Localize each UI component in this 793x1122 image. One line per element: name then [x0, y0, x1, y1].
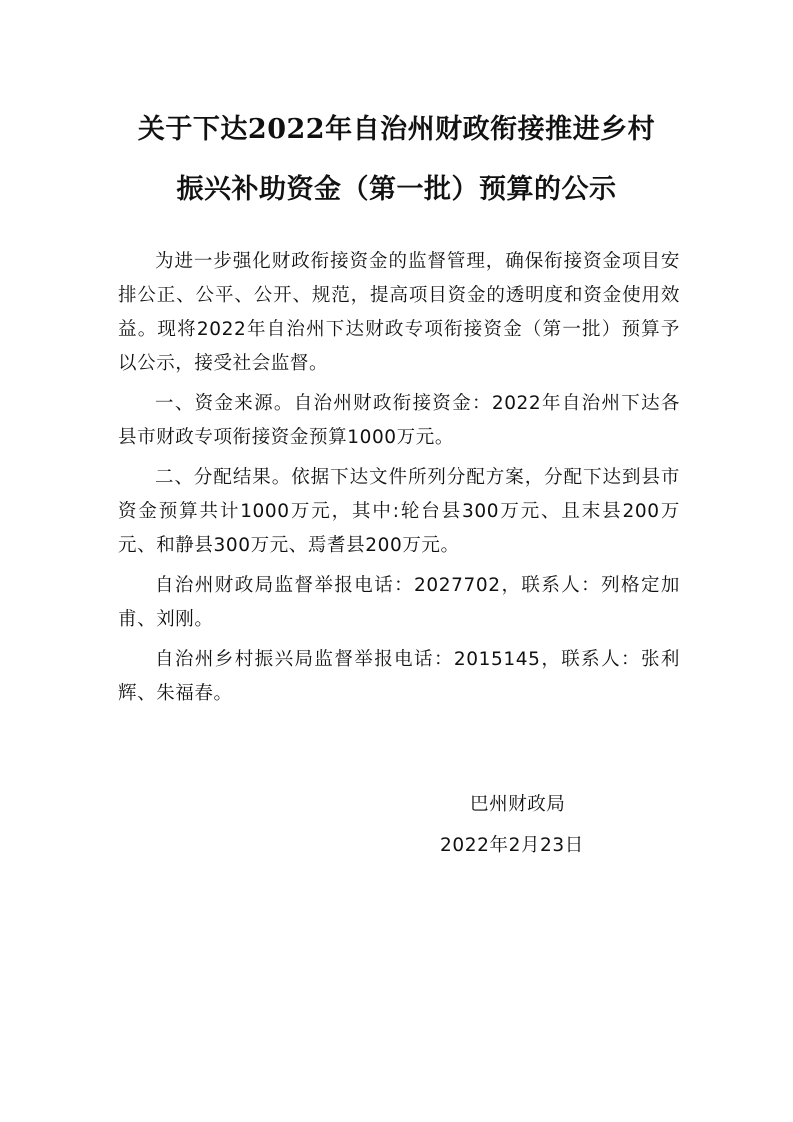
- signature-organization: 巴州财政局: [470, 794, 566, 815]
- document-title-line-1: 关于下达2022年自治州财政衔接推进乡村: [137, 114, 656, 145]
- paragraph-intro: 为进一步强化财政衔接资金的监督管理，确保衔接资金项目安排公正、公平、公开、规范，提高项目资金的透明度和资金使用效益。现将2022年自治州下达财政专项衔接资金（第一批）预算予以公示，接受社会监督。: [118, 251, 680, 374]
- signature-date: 2022年2月23日: [440, 835, 584, 856]
- paragraph-fund-source: 一、资金来源。自治州财政衔接资金：2022年自治州下达各县市财政专项衔接资金预算1000万元。: [118, 393, 680, 448]
- document-body: [118, 245, 680, 711]
- paragraph-rural-revitalization-hotline: 自治州乡村振兴局监督举报电话：2015145，联系人：张利辉、朱福春。: [118, 649, 680, 704]
- paragraph-allocation-result: 二、分配结果。依据下达文件所列分配方案，分配下达到县市资金预算共计1000万元，其中:轮台县300万元、且末县200万元、和静县300万元、焉耆县200万元。: [118, 467, 680, 556]
- paragraph-finance-bureau-hotline: 自治州财政局监督举报电话：2027702，联系人：列格定加甫、刘刚。: [118, 575, 680, 630]
- document-title-line-2: 振兴补助资金（第一批）预算的公示: [176, 174, 617, 205]
